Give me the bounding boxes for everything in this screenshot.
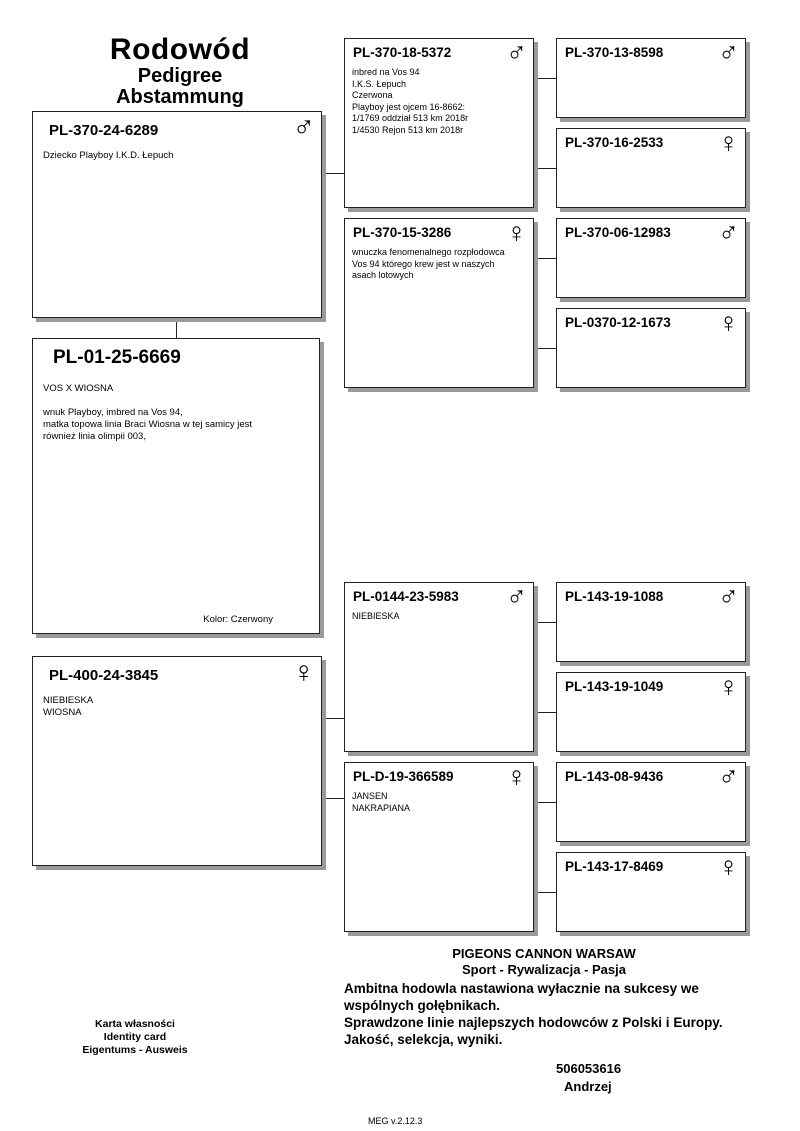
identity-card-pl: Karta własności [95, 1018, 175, 1030]
connector-father-grandparents [322, 173, 344, 174]
gp-fm-ring-number: PL-370-15-3286 [353, 225, 452, 240]
connector-father-main [176, 318, 177, 338]
male-symbol-icon: ♂ [292, 111, 315, 144]
connector-gpff-ggp1 [534, 78, 556, 79]
main-bird-ring-number: PL-01-25-6669 [53, 347, 181, 368]
male-symbol-icon: ♂ [718, 761, 739, 792]
connector-gpmm-ggp7 [534, 802, 556, 803]
connector-gpfm-ggp4 [534, 348, 556, 349]
gp-mf-ring-number: PL-0144-23-5983 [353, 589, 459, 604]
connector-mother-gp-bottom [322, 798, 344, 799]
mother-ring-number: PL-400-24-3845 [49, 667, 159, 684]
great-grandparent-card[interactable] [556, 308, 746, 388]
great-grandparent-card[interactable] [556, 672, 746, 752]
grandfather-paternal-card[interactable] [344, 38, 534, 208]
ggp-ring-number: PL-370-06-12983 [565, 225, 671, 240]
connector-mother-gp-top [322, 718, 344, 719]
female-symbol-icon: ♀ [506, 217, 527, 248]
mother-card[interactable] [32, 656, 322, 866]
title-german: Abstammung [116, 86, 244, 108]
male-symbol-icon: ♂ [718, 581, 739, 612]
ggp-ring-number: PL-0370-12-1673 [565, 315, 671, 330]
grandmother-paternal-card[interactable] [344, 218, 534, 388]
father-card[interactable] [32, 111, 322, 318]
breeder-info [344, 946, 744, 1048]
main-bird-color: Kolor: Czerwony [203, 614, 273, 625]
gp-mm-ring-number: PL-D-19-366589 [353, 769, 454, 784]
connector-gpmf-ggp5 [534, 622, 556, 623]
connector-gpmm-ggp8 [534, 892, 556, 893]
loft-name: PIGEONS CANNON WARSAW [452, 946, 636, 961]
loft-motto: Sport - Rywalizacja - Pasja [461, 962, 626, 977]
gp-fm-notes: wnuczka fenomenalnego rozpłodowca Vos 94 którego krew jest w naszych asach lotowych [352, 247, 505, 280]
identity-card-en: Identity card [103, 1031, 167, 1043]
main-bird-card[interactable] [32, 338, 320, 634]
gp-mm-notes: JANSEN NAKRAPIANA [352, 791, 411, 813]
title-english: Pedigree [137, 65, 223, 87]
mother-notes: NIEBIESKA WIOSNA [43, 695, 94, 718]
female-symbol-icon: ♀ [506, 761, 527, 792]
main-bird-notes: VOS X WIOSNA wnuk Playboy, imbred na Vos 94, matka topowa linia Braci Wiosna w tej samicy jest również linia olimpii 003, [43, 383, 253, 442]
father-ring-number: PL-370-24-6289 [49, 122, 159, 139]
gp-ff-ring-number: PL-370-18-5372 [353, 45, 452, 60]
male-symbol-icon: ♂ [718, 217, 739, 248]
software-version: MEG v.2.12.3 [368, 1116, 423, 1126]
ggp-ring-number: PL-370-16-2533 [565, 135, 664, 150]
father-notes: Dziecko Playboy I.K.D. Łepuch [43, 150, 174, 161]
grandmother-maternal-card[interactable] [344, 762, 534, 932]
great-grandparent-card[interactable] [556, 762, 746, 842]
grandfather-maternal-card[interactable] [344, 582, 534, 752]
male-symbol-icon: ♂ [506, 37, 527, 68]
great-grandparent-card[interactable] [556, 38, 746, 118]
ggp-ring-number: PL-143-08-9436 [565, 769, 664, 784]
identity-card-de: Eigentums - Ausweis [82, 1044, 188, 1056]
female-symbol-icon: ♀ [718, 671, 739, 702]
connector-gpfm-ggp3 [534, 258, 556, 259]
great-grandparent-card[interactable] [556, 128, 746, 208]
male-symbol-icon: ♂ [718, 37, 739, 68]
ggp-ring-number: PL-143-19-1088 [565, 589, 664, 604]
gp-ff-notes: inbred na Vos 94 I.K.S. Łepuch Czerwona Playboy jest ojcem 16-8662: 1/1769 oddział 513 km 2018r 1/4530 Rejon 513 km 2018r [352, 67, 469, 135]
gp-mf-notes: NIEBIESKA [352, 611, 400, 621]
page-title: Rodowód [109, 33, 251, 66]
great-grandparent-card[interactable] [556, 852, 746, 932]
identity-card-label [40, 1018, 230, 1057]
ggp-ring-number: PL-370-13-8598 [565, 45, 664, 60]
male-symbol-icon: ♂ [506, 581, 527, 612]
female-symbol-icon: ♀ [718, 851, 739, 882]
breeder-owner: Andrzej [564, 1079, 612, 1094]
female-symbol-icon: ♀ [292, 656, 315, 689]
great-grandparent-card[interactable] [556, 582, 746, 662]
connector-gpff-ggp2 [534, 168, 556, 169]
ggp-ring-number: PL-143-19-1049 [565, 679, 664, 694]
female-symbol-icon: ♀ [718, 307, 739, 338]
pedigree-title-block [60, 34, 300, 108]
connector-gpmf-ggp6 [534, 712, 556, 713]
female-symbol-icon: ♀ [718, 127, 739, 158]
breeder-phone: 506053616 [556, 1061, 622, 1076]
loft-description: Ambitna hodowla nastawiona wyłacznie na sukcesy we wspólnych gołębnikach. Sprawdzone linie najlepszych hodowców z Polski i Europy. Jakość, selekcja, wyniki. [344, 981, 723, 1047]
ggp-ring-number: PL-143-17-8469 [565, 859, 664, 874]
great-grandparent-card[interactable] [556, 218, 746, 298]
